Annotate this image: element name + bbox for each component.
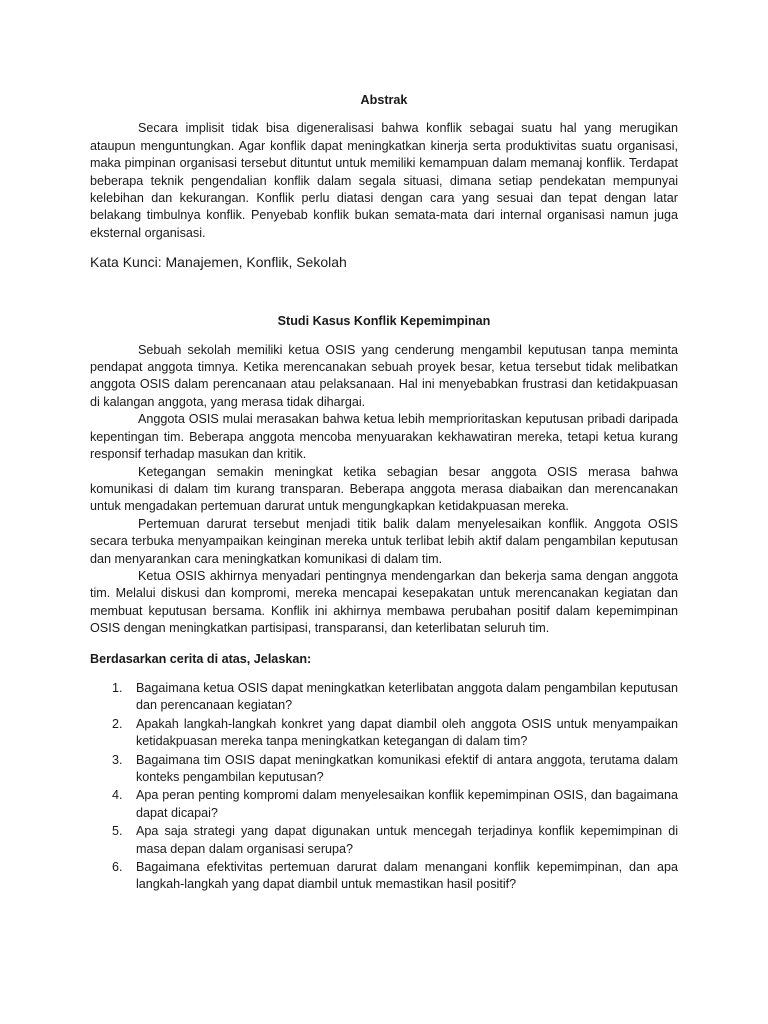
case-paragraph-2: Anggota OSIS mulai merasakan bahwa ketua lebih memprioritaskan keputusan pribadi daripada kepentingan tim. Beberapa anggota mencoba menyuarakan kekhawatiran mereka, tetapi ketua kurang responsif terhadap masukan dan kritik. xyxy=(90,412,678,462)
question-number: 5. xyxy=(112,824,123,839)
list-item xyxy=(90,787,678,822)
list-item xyxy=(90,716,678,751)
document-page xyxy=(90,92,678,895)
case-paragraph-4: Pertemuan darurat tersebut menjadi titik balik dalam menyelesaikan konflik. Anggota OSIS secara terbuka menyampaikan keinginan mereka untuk terlibat lebih aktif dalam pengambilan keputusan dan menyarankan cara meningkatkan komunikasi di dalam tim. xyxy=(90,516,678,566)
question-text: Bagaimana efektivitas pertemuan darurat dalam menangani konflik kepemimpinan, dan apa langkah-langkah yang dapat diambil untuk memastikan hasil positif? xyxy=(136,860,678,892)
question-number: 1. xyxy=(112,680,123,695)
list-item xyxy=(90,823,678,858)
abstract-body: Secara implisit tidak bisa digeneralisasi bahwa konflik sebagai suatu hal yang merugikan ataupun menguntungkan. Agar konflik dapat meningkatkan kinerja serta produktivitas suatu organisasi, maka pimpinan organisasi tersebut dituntut untuk memiliki kemampuan dalam memanaj konflik. Terdapat beberapa teknik pengendalian konflik dalam segala situasi, dimana setiap pendekatan mempunyai kelebihan dan kekurangan. Konflik perlu diatasi dengan cara yang sesuai dan tepat dengan latar belakang timbulnya konflik. Penyebab konflik bukan semata-mata dari internal organisasi namun juga eksternal organisasi. xyxy=(90,121,678,240)
question-text: Apa saja strategi yang dapat digunakan untuk mencegah terjadinya konflik kepemimpinan di masa depan dalam organisasi serupa? xyxy=(136,824,678,856)
question-text: Bagaimana ketua OSIS dapat meningkatkan keterlibatan anggota dalam pengambilan keputusan dan perencanaan kegiatan? xyxy=(136,680,678,713)
question-number: 3. xyxy=(112,752,123,767)
question-text: Apa peran penting kompromi dalam menyelesaikan konflik kepemimpinan OSIS, dan bagaimana dapat dicapai? xyxy=(136,788,678,820)
case-study-title: Studi Kasus Konflik Kepemimpinan xyxy=(277,314,491,329)
question-text: Bagaimana tim OSIS dapat meningkatkan komunikasi efektif di antara anggota, terutama dalam konteks pengambilan keputusan? xyxy=(136,752,678,784)
case-paragraph-3: Ketegangan semakin meningkat ketika sebagian besar anggota OSIS merasa bahwa komunikasi di dalam tim kurang transparan. Beberapa anggota merasa diabaikan dan merencanakan untuk mengadakan pertemuan darurat untuk mengungkapkan ketidakpuasan mereka. xyxy=(90,464,678,514)
list-item xyxy=(90,859,678,894)
list-item xyxy=(90,680,678,715)
question-number: 6. xyxy=(112,860,123,875)
question-text: Apakah langkah-langkah konkret yang dapat diambil oleh anggota OSIS untuk menyampaikan ketidakpuasan mereka tanpa meningkatkan ketegangan di dalam tim? xyxy=(136,716,678,749)
questions-list xyxy=(90,680,678,894)
questions-heading: Berdasarkan cerita di atas, Jelaskan: xyxy=(90,651,312,666)
keywords: Kata Kunci: Manajemen, Konflik, Sekolah xyxy=(90,254,347,271)
question-number: 4. xyxy=(112,788,123,803)
abstract-title: Abstrak xyxy=(360,93,408,107)
question-number: 2. xyxy=(112,716,123,731)
list-item xyxy=(90,752,678,787)
case-paragraph-1: Sebuah sekolah memiliki ketua OSIS yang cenderung mengambil keputusan tanpa meminta pendapat anggota timnya. Ketika merencanakan sebuah proyek besar, ketua tersebut tidak melibatkan anggota OSIS dalam perencanaan atau pelaksanaan. Hal ini menyebabkan frustrasi dan ketidakpuasan di kalangan anggota, yang merasa tidak dihargai. xyxy=(90,342,678,409)
case-paragraph-5: Ketua OSIS akhirnya menyadari pentingnya mendengarkan dan bekerja sama dengan anggota tim. Melalui diskusi dan kompromi, mereka mencapai kesepakatan untuk merencanakan kegiatan dan membuat keputusan bersama. Konflik ini akhirnya membawa perubahan positif dalam kepemimpinan OSIS dengan meningkatkan partisipasi, transparansi, dan keterlibatan seluruh tim. xyxy=(90,568,678,636)
